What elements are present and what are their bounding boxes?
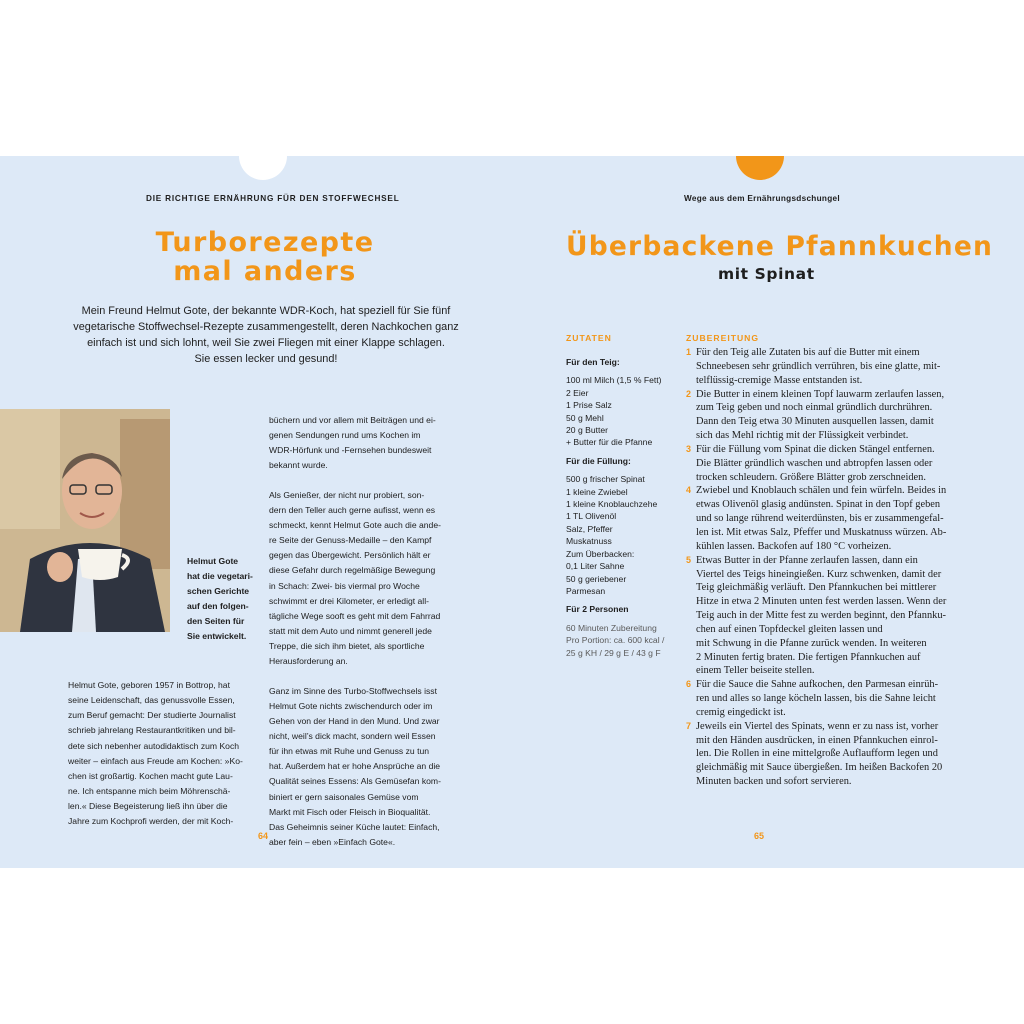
- preparation-step: [686, 388, 958, 443]
- page-number-left: 64: [258, 831, 269, 841]
- caption-line: auf den folgen-: [187, 601, 249, 612]
- ingredient-item: 50 g Mehl: [566, 412, 604, 423]
- body-line: dern den Teller auch gerne aufisst, wenn es: [269, 504, 436, 515]
- step-line: Minuten backen und sofort servieren.: [696, 776, 852, 788]
- body-line: hat. Außerdem hat er hohe Ansprüche an die: [269, 761, 441, 772]
- body-line: aber fein – eben »Einfach Gote«.: [269, 837, 396, 848]
- running-head-right: Wege aus dem Ernährungsdschungel: [684, 194, 840, 203]
- intro-line: einfach ist und sich lohnt, weil Sie zwei Fliegen mit einer Klappe schlagen.: [87, 337, 445, 349]
- chef-portrait-illustration: [0, 409, 170, 632]
- step-number: 5: [686, 554, 692, 565]
- body-line: Ganz im Sinne des Turbo-Stoffwechsels isst: [269, 685, 437, 696]
- body-line: weiter – einfach aus Freude am Kochen: »Ko-: [68, 755, 243, 766]
- caption-line: den Seiten für: [187, 616, 245, 627]
- step-line: chen auf einen Topfdeckel gleiten lassen und: [696, 623, 883, 635]
- step-line: Die Butter in einem kleinen Topf lauwarm zerlaufen lassen,: [696, 388, 945, 400]
- step-line: Dann den Teig etwa 30 Minuten ausquellen lassen, damit: [696, 416, 934, 428]
- step-line: sich das Mehl richtig mit der Flüssigkeit verbindet.: [696, 430, 909, 442]
- body-paragraph: [269, 488, 461, 670]
- preparation-step: [686, 484, 958, 553]
- body-line: biniert er gern saisonales Gemüse vom: [269, 791, 419, 802]
- step-line: zum Teig geben und noch einmal gründlich durchrühren.: [696, 402, 933, 414]
- teig-heading: Für den Teig:: [566, 357, 620, 367]
- step-line: Viertel des Teigs hineingießen. Kurz schwenken, damit der: [696, 568, 942, 580]
- step-line: len. Die Rollen in eine mittelgroße Auflaufform legen und: [696, 748, 938, 760]
- title-line-1: Turborezepte: [155, 227, 375, 258]
- ingredient-item: Muskatnuss: [566, 536, 612, 547]
- caption-line: hat die vegetari-: [187, 571, 253, 582]
- body-line: ne. Ich entspanne mich beim Möhrenschä-: [68, 786, 231, 797]
- ingredients-list: [566, 356, 681, 659]
- step-line: Hitze in etwa 2 Minuten unten fest werden lassen. Wenn der: [696, 596, 947, 608]
- preparation-step: [686, 554, 958, 679]
- preparation-heading: ZUBEREITUNG: [686, 333, 760, 343]
- body-line: genen Sendungen rund ums Kochen im: [269, 430, 421, 441]
- body-line: schrieb jahrelang Restaurantkritiken und bil-: [68, 725, 236, 736]
- title-line-2: mal anders: [173, 256, 357, 287]
- step-line: len ist. Mit etwas Salz, Pfeffer und Muskatnuss würzen. Ab-: [696, 526, 947, 538]
- step-line: Jeweils ein Viertel des Spinats, wenn er zu nass ist, vorher: [696, 720, 939, 732]
- step-line: 2 Minuten fertig braten. Die fertigen Pfannkuchen auf: [696, 651, 921, 663]
- step-line: mit Schwung in die Pfanne zurück wenden. In weiteren: [696, 637, 927, 649]
- body-line: schmeckt, kennt Helmut Gote auch die ande-: [269, 519, 441, 530]
- step-line: Für die Füllung vom Spinat die dicken Stängel entfernen.: [696, 443, 935, 455]
- body-line: Als Genießer, der nicht nur probiert, son-: [269, 489, 425, 500]
- caption-line: schen Gerichte: [187, 586, 250, 597]
- ingredient-item: 0,1 Liter Sahne: [566, 561, 625, 572]
- ingredient-item: 20 g Butter: [566, 425, 609, 436]
- body-line: Markt mit Fisch oder Fleisch in Bioqualität.: [269, 806, 431, 817]
- step-number: 4: [686, 485, 692, 496]
- step-line: Für die Sauce die Sahne aufkochen, den Parmesan einrüh-: [696, 679, 939, 691]
- intro-line: vegetarische Stoffwechsel-Rezepte zusammengestellt, deren Nachkochen ganz: [73, 321, 459, 333]
- body-line: WDR-Hörfunk und -Fernsehen bundesweit: [269, 445, 432, 456]
- step-line: trocken schleudern. Größere Blätter grob zerschneiden.: [696, 471, 926, 483]
- step-line: mit den Händen ausdrücken, in einen Pfannkuchen einrol-: [696, 734, 938, 746]
- page-tab-circle-left: [239, 156, 287, 180]
- page-tab-circle-right: [736, 156, 784, 180]
- step-line: ren und alles so lange köcheln lassen, bis die Sahne leicht: [696, 693, 936, 705]
- preparation-steps: [686, 346, 958, 789]
- fuellung-heading: Für die Füllung:: [566, 455, 631, 466]
- ingredient-item: 2 Eier: [566, 387, 589, 398]
- intro-paragraph: [62, 303, 470, 367]
- step-line: Zwiebel und Knoblauch schälen und fein würfeln. Beides in: [696, 485, 947, 497]
- body-line: diese Gefahr durch regelmäßige Bewegung: [269, 565, 436, 576]
- step-line: Etwas Butter in der Pfanne zerlaufen lassen, dann ein: [696, 554, 918, 566]
- ingredient-item: Parmesan: [566, 585, 606, 596]
- photo-caption: [187, 554, 259, 645]
- step-line: kühlen lassen. Backofen auf 180 °C vorheizen.: [696, 540, 892, 552]
- nutrition-line: 25 g KH / 29 g E / 43 g F: [566, 647, 661, 658]
- book-spread: [0, 156, 1024, 868]
- body-line: Helmut Gote, geboren 1957 in Bottrop, hat: [68, 680, 230, 690]
- page-number-right: 65: [754, 831, 765, 841]
- recipe-subtitle: mit Spinat: [718, 265, 815, 283]
- ingredient-item: 50 g geriebener: [566, 573, 627, 584]
- step-number: 6: [686, 679, 692, 690]
- ingredient-item: 100 ml Milch (1,5 % Fett): [566, 375, 662, 386]
- intro-line: Mein Freund Helmut Gote, der bekannte WDR-Koch, hat speziell für Sie fünf: [81, 305, 451, 317]
- ingredient-item: 1 Prise Salz: [566, 400, 612, 411]
- body-line: bekannt wurde.: [269, 460, 328, 471]
- body-column-a: [68, 678, 258, 830]
- nutrition-line: 60 Minuten Zubereitung: [566, 622, 657, 633]
- step-line: Teig gleichmäßig verläuft. Den Pfannkuchen bei mittlerer: [696, 582, 937, 594]
- step-line: Für den Teig alle Zutaten bis auf die Butter mit einem: [696, 347, 920, 358]
- body-line: nicht, weil’s dick macht, sondern weil Essen: [269, 730, 436, 741]
- body-line: dete sich nebenher autodidaktisch zum Koch: [68, 740, 240, 751]
- step-line: telflüssig-cremige Masse entstanden ist.: [696, 374, 863, 386]
- ingredient-item: Zum Überbacken:: [566, 548, 635, 559]
- running-head-left: DIE RICHTIGE ERNÄHRUNG FÜR DEN STOFFWECHSEL: [146, 194, 400, 203]
- body-paragraph: [269, 684, 461, 851]
- caption-line: Sie entwickelt.: [187, 631, 247, 642]
- step-line: cremig eingedickt ist.: [696, 706, 786, 718]
- body-line: seine Leidenschaft, das genussvolle Essen,: [68, 695, 235, 706]
- ingredient-item: 1 kleine Zwiebel: [566, 486, 628, 497]
- body-line: büchern und vor allem mit Beiträgen und ei-: [269, 415, 436, 425]
- recipe-title: Überbackene Pfannkuchen: [566, 231, 994, 262]
- preparation-step: [686, 346, 958, 388]
- body-line: Treppe, die sich ihm bietet, als sportliche: [269, 641, 425, 652]
- body-line: schwimmt er drei Kilometer, er erledigt all-: [269, 595, 429, 606]
- servings-heading: Für 2 Personen: [566, 604, 629, 615]
- body-line: chen ist großartig. Kochen macht gute Lau-: [68, 770, 233, 781]
- ingredient-item: + Butter für die Pfanne: [566, 437, 653, 448]
- step-line: Die Blätter gründlich waschen und abtropfen lassen oder: [696, 457, 933, 469]
- step-number: 2: [686, 388, 692, 399]
- preparation-step: [686, 678, 958, 720]
- body-line: in Schach: Zwei- bis viermal pro Woche: [269, 580, 420, 591]
- body-line: Das Geheimnis seiner Küche lautet: Einfach,: [269, 821, 440, 832]
- page-title-left: [150, 228, 380, 286]
- ingredient-item: 1 kleine Knoblauchzehe: [566, 499, 658, 510]
- step-line: etwas Olivenöl glasig andünsten. Spinat in den Topf geben: [696, 499, 941, 511]
- body-line: tägliche Wege sooft es geht mit dem Fahrrad: [269, 610, 441, 621]
- body-line: für ihn etwas mit Ruhe und Genuss zu tun: [269, 746, 430, 757]
- step-number: 3: [686, 443, 692, 454]
- chef-portrait-photo: [0, 409, 170, 632]
- body-line: gegen das Übergewicht. Persönlich hält er: [269, 550, 431, 561]
- body-line: len.« Diese Begeisterung ließ ihn über die: [68, 801, 228, 812]
- body-column-b: [269, 413, 461, 864]
- preparation-step: [686, 443, 958, 485]
- nutrition-line: Pro Portion: ca. 600 kcal /: [566, 635, 665, 646]
- step-line: einem Teller beiseite stellen.: [696, 665, 815, 677]
- body-line: Herausforderung an.: [269, 656, 348, 667]
- body-paragraph: [269, 413, 461, 474]
- intro-line: Sie essen lecker und gesund!: [194, 353, 338, 365]
- ingredient-item: 1 TL Olivenöl: [566, 511, 617, 522]
- step-line: Schneebesen sehr gründlich verrühren, bis eine glatte, mit-: [696, 360, 941, 372]
- body-line: Jahre zum Kochprofi werden, der mit Koch-: [68, 816, 234, 827]
- step-line: und so lange rührend weiterdünsten, bis er zusammengefal-: [696, 513, 944, 525]
- step-line: Teig auch in der Mitte fest zu werden beginnt, den Pfannku-: [696, 610, 947, 622]
- preparation-step: [686, 720, 958, 789]
- body-line: re Seite der Genuss-Medaille – den Kampf: [269, 535, 432, 546]
- step-number: 1: [686, 347, 692, 357]
- caption-line: Helmut Gote: [187, 556, 239, 566]
- step-line: gleichmäßig mit Sauce übergießen. Im heißen Backofen 20: [696, 762, 943, 774]
- ingredients-heading: ZUTATEN: [566, 333, 612, 343]
- body-line: statt mit dem Auto und nimmt generell jede: [269, 626, 432, 637]
- body-line: zum Beruf gemacht: Der studierte Journalist: [68, 710, 236, 721]
- body-line: Helmut Gote nichts zwischendurch oder im: [269, 700, 433, 711]
- body-line: Gehen von der Hand in den Mund. Und zwar: [269, 715, 440, 726]
- ingredient-item: 500 g frischer Spinat: [566, 474, 645, 485]
- step-number: 7: [686, 720, 692, 731]
- body-line: Qualität seines Essens: Als Gemüsefan kom-: [269, 776, 441, 787]
- ingredient-item: Salz, Pfeffer: [566, 523, 613, 534]
